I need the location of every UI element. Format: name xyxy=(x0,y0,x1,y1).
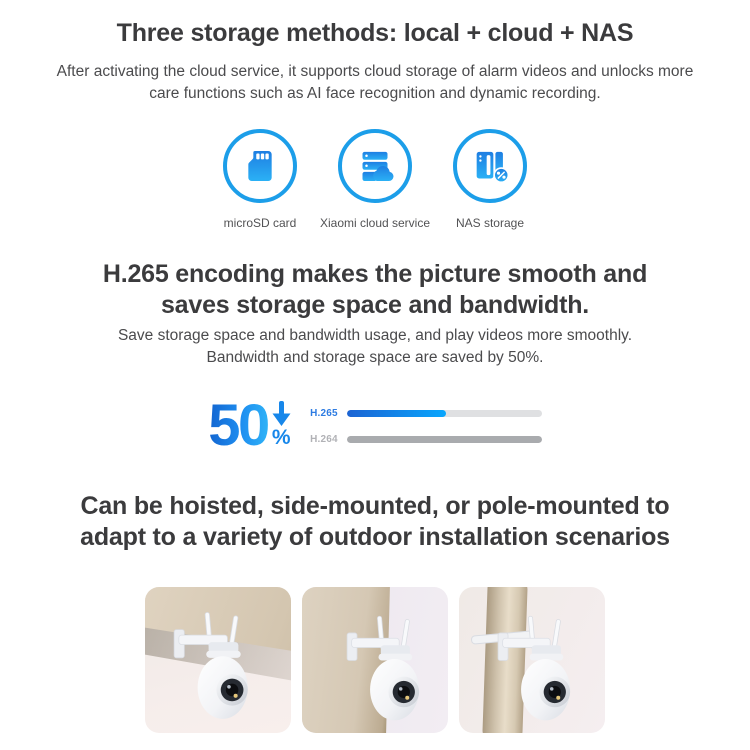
storage-method-cloud xyxy=(319,129,432,230)
storage-subtitle-line2: care functions such as AI face recognition and dynamic recording. xyxy=(149,85,601,102)
savings-figure xyxy=(208,393,291,458)
storage-method-label: NAS storage xyxy=(455,216,525,230)
microsd-card-icon xyxy=(223,129,297,203)
percent-sign: % xyxy=(271,426,291,449)
h265-bar-row xyxy=(304,408,542,419)
mounting-photos-row xyxy=(0,587,750,733)
h264-bar-row xyxy=(304,434,542,445)
storage-method-nas xyxy=(434,129,547,230)
ptz-camera-illustration xyxy=(495,613,587,728)
storage-methods-section xyxy=(0,0,750,230)
nas-device-icon xyxy=(453,129,527,203)
cloud-server-icon xyxy=(338,129,412,203)
side-wall-mounted-camera-photo xyxy=(302,587,448,733)
storage-method-label: Xiaomi cloud service xyxy=(319,216,431,230)
savings-number: 50 xyxy=(208,393,268,458)
mounting-title-line1: Can be hoisted, side-mounted, or pole-mounted to xyxy=(80,492,670,520)
ptz-camera-illustration xyxy=(344,613,436,728)
ceiling-hoisted-camera-photo xyxy=(145,587,291,733)
storage-method-microsd xyxy=(204,129,317,230)
storage-subtitle-line1: After activating the cloud service, it supports cloud storage of alarm videos and unlocks more xyxy=(56,63,694,80)
h264-bar-track xyxy=(347,436,542,443)
bandwidth-savings-graphic xyxy=(0,393,750,458)
encoding-subtitle-line1: Save storage space and bandwidth usage, and play videos more smoothly. xyxy=(117,327,633,344)
mounting-title-line2: adapt to a variety of outdoor installation scenarios xyxy=(80,523,670,551)
storage-method-label: microSD card xyxy=(223,216,297,230)
storage-methods-row xyxy=(0,129,750,230)
down-arrow-icon xyxy=(272,401,291,427)
encoding-title-line2: saves storage space and bandwidth. xyxy=(160,291,590,319)
storage-section-subtitle xyxy=(0,61,750,105)
ptz-camera-illustration xyxy=(171,609,265,727)
h265-label: H.265 xyxy=(310,407,338,419)
mounting-section-title xyxy=(0,491,750,553)
h265-bar-track xyxy=(347,410,542,417)
mounting-section xyxy=(0,491,750,733)
encoding-title-line1: H.265 encoding makes the picture smooth and xyxy=(102,260,648,288)
h264-bar-fill xyxy=(347,436,542,443)
encoding-section-title xyxy=(0,259,750,321)
encoding-section-subtitle xyxy=(0,325,750,369)
pole-mounted-camera-photo xyxy=(459,587,605,733)
codec-comparison-bars xyxy=(304,408,542,445)
h264-label: H.264 xyxy=(310,433,338,445)
storage-section-title: Three storage methods: local + cloud + NAS xyxy=(116,19,634,47)
h265-bar-fill xyxy=(347,410,446,417)
encoding-section xyxy=(0,259,750,458)
encoding-subtitle-line2: Bandwidth and storage space are saved by 50%. xyxy=(206,349,544,366)
